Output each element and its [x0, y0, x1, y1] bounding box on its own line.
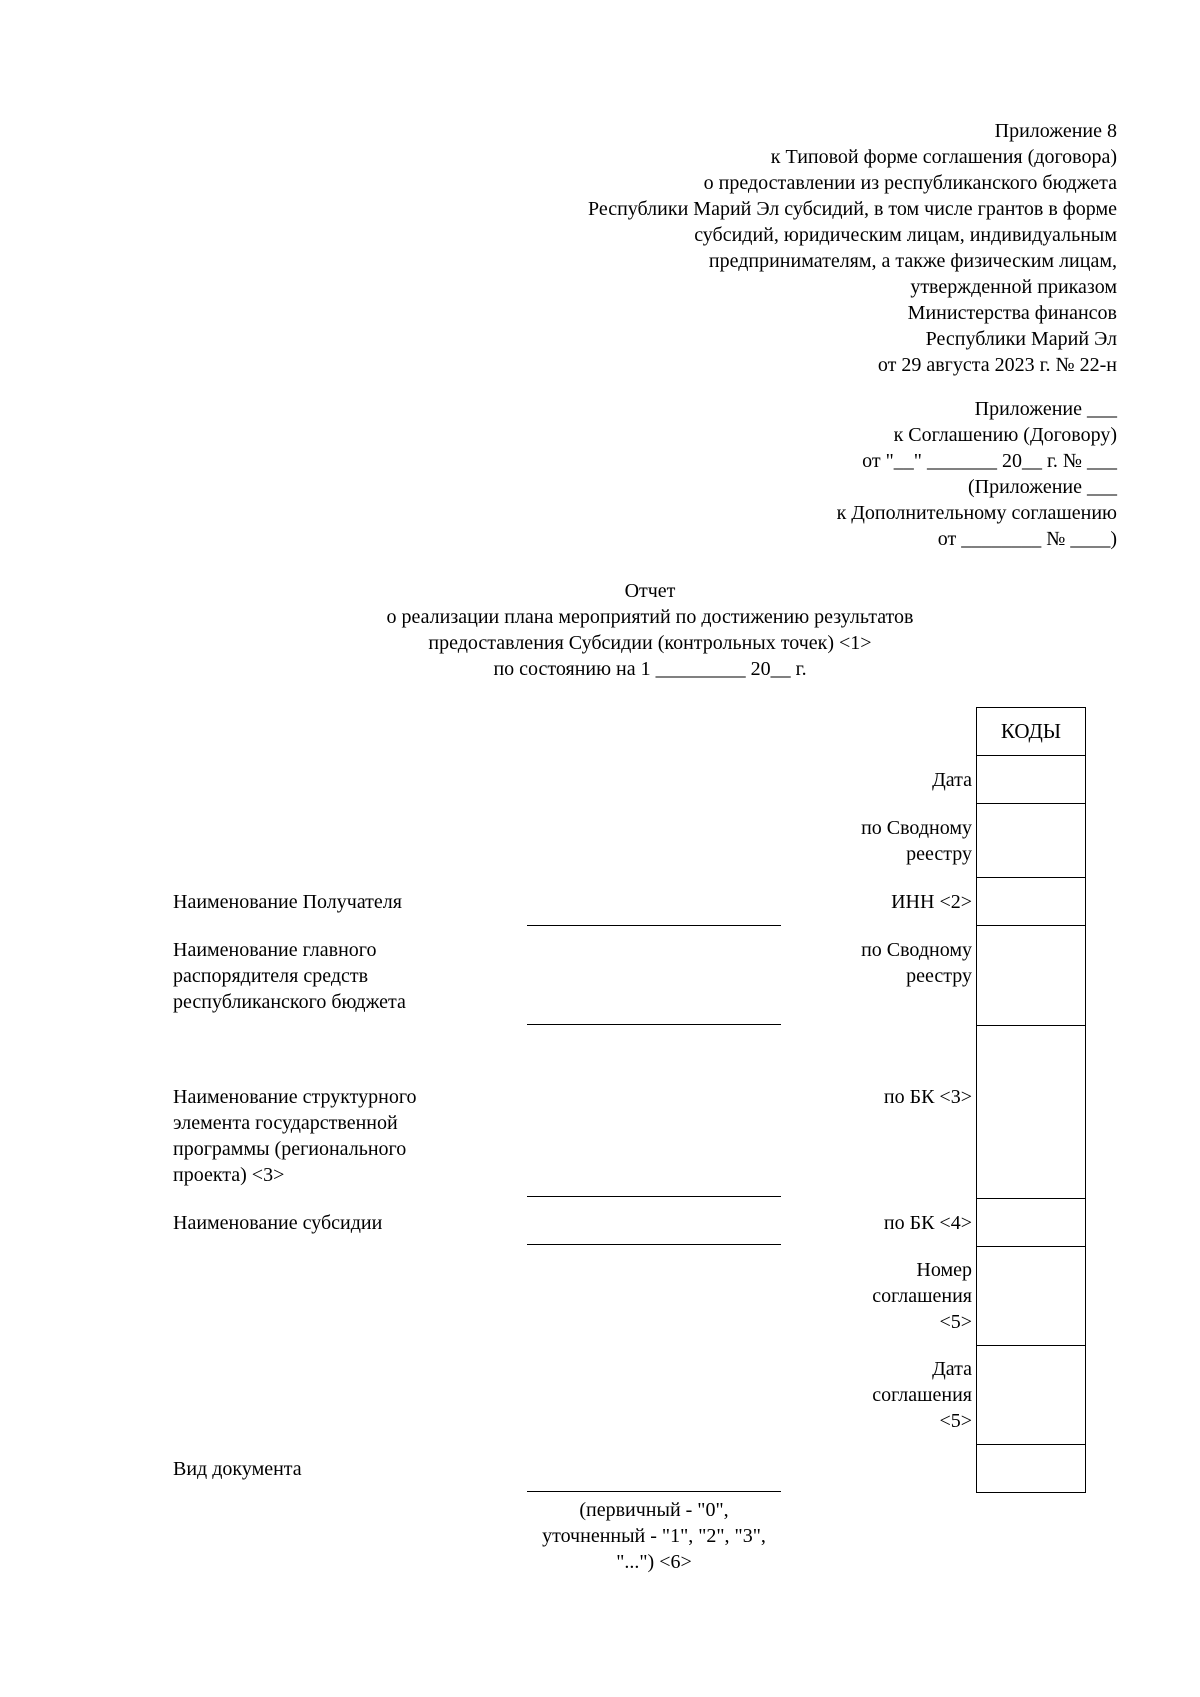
header-line: Республики Марий Эл	[925, 328, 1117, 350]
doc-type-label: Вид документа	[173, 1458, 302, 1480]
report-title-line: предоставления Субсидии (контрольных точек) <1>	[428, 632, 872, 654]
report-title-line: Отчет	[624, 580, 676, 602]
code-cell-agreement-number[interactable]	[976, 1247, 1086, 1346]
structural-element-input-line[interactable]	[527, 1196, 781, 1197]
report-title	[250, 578, 1050, 682]
code-label-agreement-date: Дата соглашения <5>	[872, 1358, 972, 1432]
header-line: о предоставлении из республиканского бюджета	[703, 172, 1117, 194]
code-cell-registry-2[interactable]	[976, 926, 1086, 1026]
doc-type-note: (первичный - "0", уточненный - "1", "2", "3", "...") <6>	[542, 1499, 766, 1573]
code-cell-inn[interactable]	[976, 878, 1086, 926]
code-cell-doc-type[interactable]	[976, 1445, 1086, 1493]
agreement-line: от "__" _______ 20__ г. № ___	[862, 450, 1117, 472]
code-cell-bk-3[interactable]	[976, 1026, 1086, 1199]
code-label-agreement-number: Номер соглашения <5>	[872, 1259, 972, 1333]
code-cell-agreement-date[interactable]	[976, 1346, 1086, 1445]
chief-manager-input-line[interactable]	[527, 1024, 781, 1025]
appendix-8-header	[417, 118, 1117, 378]
report-title-line: по состоянию на 1 _________ 20__ г.	[493, 658, 807, 680]
header-line: к Типовой форме соглашения (договора)	[770, 146, 1117, 168]
code-cell-registry[interactable]	[976, 804, 1086, 878]
header-line: субсидий, юридическим лицам, индивидуальным	[694, 224, 1117, 246]
header-line: утвержденной приказом	[910, 276, 1117, 298]
recipient-label: Наименование Получателя	[173, 891, 402, 913]
header-line: Приложение 8	[994, 120, 1117, 142]
agreement-line: к Дополнительному соглашению	[836, 502, 1117, 524]
agreement-line: (Приложение ___	[967, 476, 1117, 498]
agreement-appendix-header	[617, 396, 1117, 552]
code-label-registry: по Сводному реестру	[861, 817, 972, 865]
codes-header-cell	[976, 707, 1086, 756]
doc-type-input-line[interactable]	[527, 1491, 781, 1492]
report-title-line: о реализации плана мероприятий по достижению результатов	[386, 606, 914, 628]
header-line: Республики Марий Эл субсидий, в том числе грантов в форме	[587, 198, 1117, 220]
header-line: от 29 августа 2023 г. № 22-н	[877, 354, 1117, 376]
code-label-registry-2: по Сводному реестру	[861, 939, 972, 987]
header-line: Министерства финансов	[907, 302, 1117, 324]
subsidy-input-line[interactable]	[527, 1244, 781, 1245]
code-label-inn: ИНН <2>	[891, 891, 972, 913]
chief-manager-label: Наименование главного распорядителя средств республиканского бюджета	[173, 939, 406, 1013]
code-label-bk-3: по БК <3>	[883, 1086, 972, 1108]
agreement-line: Приложение ___	[974, 398, 1117, 420]
code-cell-bk-4[interactable]	[976, 1199, 1086, 1247]
code-cell-date[interactable]	[976, 756, 1086, 804]
agreement-line: от ________ № ____)	[937, 528, 1117, 550]
subsidy-label: Наименование субсидии	[173, 1212, 383, 1234]
code-label-date: Дата	[932, 769, 972, 791]
recipient-input-line[interactable]	[527, 925, 781, 926]
structural-element-label: Наименование структурного элемента государственной программы (регионального проекта) <3>	[173, 1086, 417, 1186]
codes-header: КОДЫ	[1000, 719, 1062, 743]
agreement-line: к Соглашению (Договору)	[893, 424, 1117, 446]
code-label-bk-4: по БК <4>	[883, 1212, 972, 1234]
header-line: предпринимателям, а также физическим лицам,	[708, 250, 1117, 272]
